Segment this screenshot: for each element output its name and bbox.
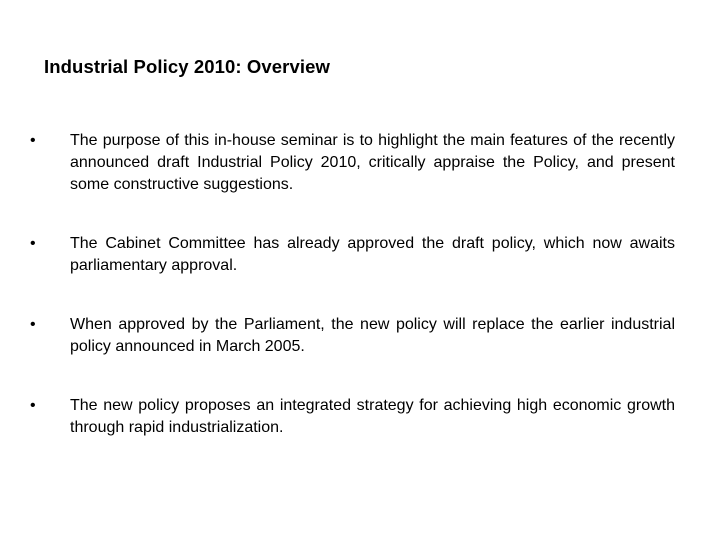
bullet-marker: • (30, 235, 36, 252)
bullet-text: When approved by the Parliament, the new policy will replace the earlier industrial policy announced in March 2005. (70, 316, 675, 355)
bullet-text: The purpose of this in-house seminar is to highlight the main features of the recently announced draft Industrial Policy 2010, critically appraise the Policy, and present some constructive suggestions. (70, 132, 675, 193)
bullet-item (30, 395, 675, 439)
bullet-marker: • (30, 316, 36, 333)
bullet-text: The Cabinet Committee has already approved the draft policy, which now awaits parliamentary approval. (70, 235, 675, 274)
bullet-list (30, 130, 675, 476)
bullet-marker: • (30, 397, 36, 414)
bullet-item (30, 130, 675, 196)
slide-title: Industrial Policy 2010: Overview (44, 56, 330, 77)
bullet-item (30, 233, 675, 277)
bullet-item (30, 314, 675, 358)
bullet-text: The new policy proposes an integrated strategy for achieving high economic growth through rapid industrialization. (70, 397, 675, 436)
bullet-marker: • (30, 132, 36, 149)
